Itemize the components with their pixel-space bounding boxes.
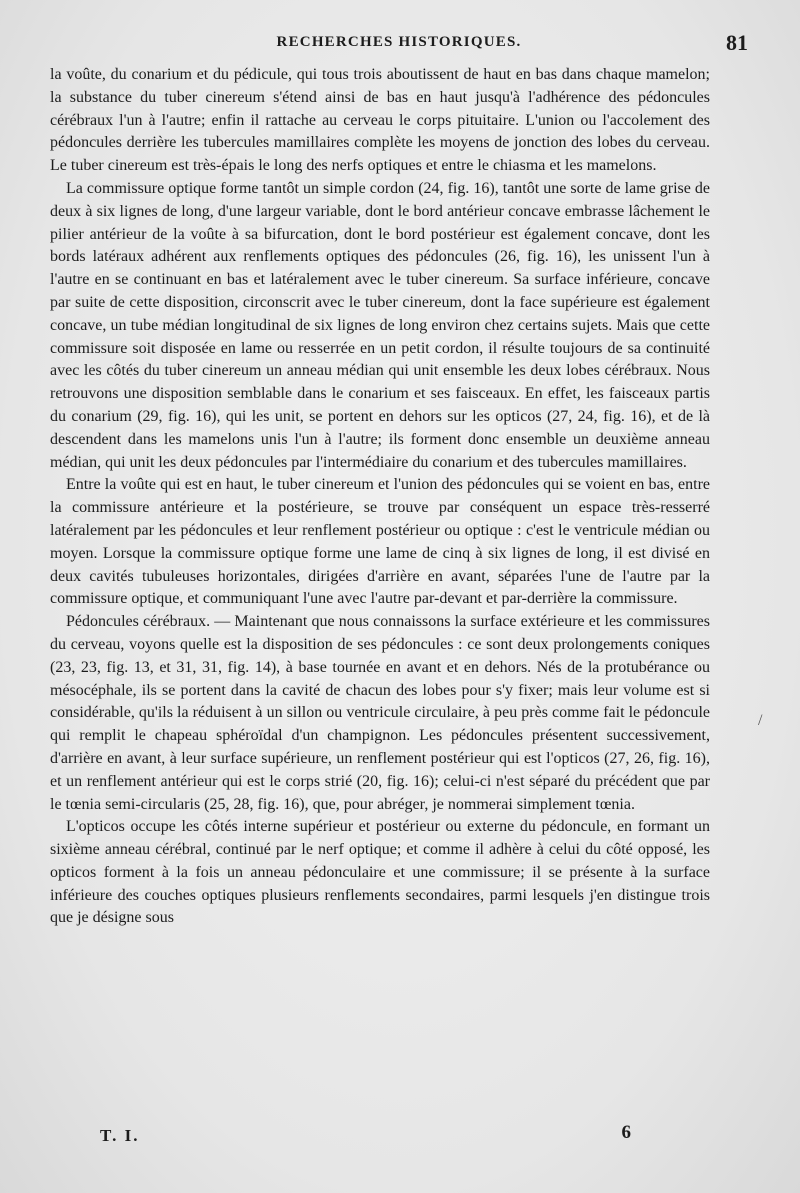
page-header (50, 30, 748, 64)
paragraph-ventricule-median: Entre la voûte qui est en haut, le tuber cinereum et l'union des pédoncules qui se voient en bas, entre la commissure antérieure et la postérieure, se trouve par conséquent un espace très-resserré latéralement par les pédoncules et leur renflement postérieur ou optique : c'est le ventricule médian ou moyen. Lorsque la commissure optique forme une lame de cinq à six lignes de long, il est divisé en deux cavités tubuleuses horizontales, dirigées d'arrière en avant, séparées l'une de l'autre par la commissure optique, et communiquant l'une avec l'autre par-devant et par-derrière la commissure. (50, 476, 710, 608)
page-number: 81 (726, 30, 748, 55)
paragraph-opticos: L'opticos occupe les côtés interne supérieur et postérieur ou externe du pédoncule, en formant un sixième anneau cérébral, continué par le nerf optique; et comme il adhère à celui du côté opposé, les opticos forment à la fois un anneau pédonculaire et une commissure; il se présente à la surface inférieure des couches optiques plusieurs renflements secondaires, parmi lesquels j'en distingue trois que je désigne sous (50, 818, 710, 927)
margin-mark: / (758, 712, 763, 729)
paragraph-pedoncules-cerebraux: Pédoncules cérébraux. — Maintenant que nous connaissons la surface extérieure et les commissures du cerveau, voyons quelle est la disposition de ses pédoncules : ce sont deux prolongements coniques (23, 23, fig. 13, et 31, 31, fig. 14), à base tournée en avant et en dehors. Nés de la protubérance ou mésocéphale, ils se portent dans la cavité de chacun des lobes pour s'y fixer; mais leur volume est si considérable, qu'ils la réduisent à un sillon ou ventricule circulaire, à peu près comme fait le pédoncule qui remplit le chapeau sphéroïdal d'un champignon. Les pédoncules présentent successivement, d'arrière en avant, à leur surface supérieure, un renflement postérieur qui est l'opticos (27, 26, fig. 16), et un renflement antérieur qui est le corps strié (20, fig. 16); celui-ci n'est séparé du précédent que par le tœnia semi-circularis (25, 28, fig. 16), que, pour abréger, je nommerai simplement tœnia. (50, 613, 710, 813)
running-title: RECHERCHES HISTORIQUES. (276, 34, 522, 50)
body-text (50, 64, 710, 930)
paragraph-continuation: la voûte, du conarium et du pédicule, qui tous trois aboutissent de haut en bas dans chaque mamelon; la substance du tuber cinereum s'étend ainsi de bas en haut jusqu'à l'adhérence des pédoncules cérébraux l'un à l'autre; enfin il rattache au cerveau le corps pituitaire. L'union ou l'accolement des pédoncules derrière les tubercules mamillaires complète les moyens de jonction des lobes du cerveau. Le tuber cinereum est très-épais le long des nerfs optiques et entre le chiasma et les mamelons. (50, 66, 710, 175)
volume-signature: T. I. (100, 1126, 140, 1145)
paragraph-commissure-optique: La commissure optique forme tantôt un simple cordon (24, fig. 16), tantôt une sorte de lame grise de deux à six lignes de long, d'une largeur variable, dont le bord antérieur concave embrasse lâchement le pilier antérieur de la voûte à sa bifurcation, dont le bord postérieur est également concave, dont les bords latéraux adhérent aux renflements optiques des pédoncules (26, fig. 16), les unissent l'un à l'autre en se continuant en bas et latéralement avec le tuber cinereum. Sa surface inférieure, concave par suite de cette disposition, circonscrit avec le tuber cinereum, dont la face supérieure est également concave, un tube médian longitudinal de six lignes de long environ chez certains sujets. Mais que cette commissure soit disposée en lame ou resserrée en un petit cordon, il résulte toujours de sa continuité avec les côtés du tuber cinereum un anneau médian qui unit ensemble les deux lobes cérébraux. Nous retrouvons une disposition semblable dans le conarium et ses faisceaux. En effet, les faisceaux partis du conarium (29, fig. 16), qui les unit, se portent en dehors sur les opticos (27, 24, fig. 16), et de là descendent dans les mamelons unis l'un à l'autre; ils forment donc ensemble un deuxième anneau médian, qui unit les deux pédoncules par l'intermédiaire du conarium et des tubercules mamillaires. (50, 179, 710, 471)
sheet-number: 6 (621, 1122, 631, 1143)
page-footer (100, 1122, 716, 1156)
